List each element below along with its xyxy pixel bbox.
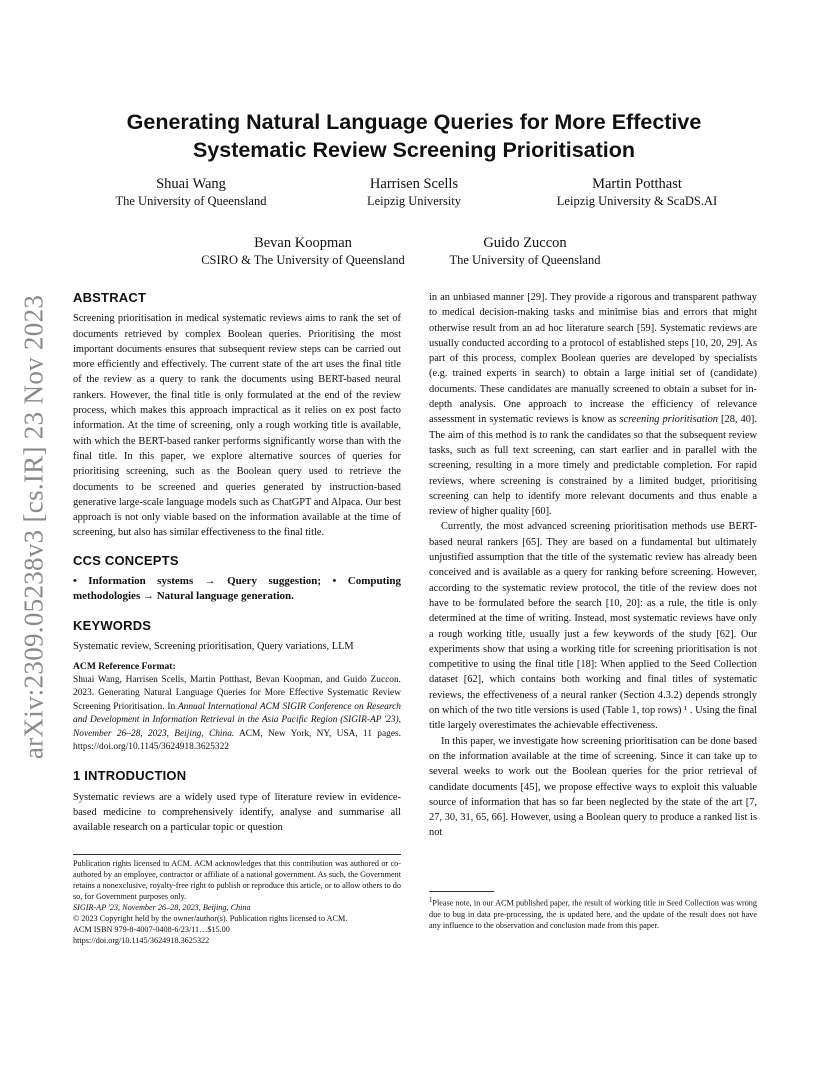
ccs-heading: CCS CONCEPTS <box>73 552 179 568</box>
keywords-text: Systematic review, Screening prioritisation, Query variations, LLM <box>73 641 354 653</box>
intro-paragraph-start: Systematic reviews are a widely used type of literature review in evidence-based medicine to comprehensively identify, analyse and summarise all available research on a particular topic or question <box>73 791 401 834</box>
keywords-heading: KEYWORDS <box>73 618 152 634</box>
author-name: Shuai Wang <box>156 176 226 192</box>
introduction-heading: 1 INTRODUCTION <box>73 768 187 784</box>
author-affiliation: Leipzig University & ScaDS.AI <box>556 194 718 208</box>
doi-link[interactable]: https://doi.org/10.1145/3624918.3625322 <box>73 936 210 945</box>
abstract-text: Screening prioritisation in medical systematic reviews aims to rank the set of documents retrieved by complex Boolean queries. Prioritising the most important documents ensures that subsequent review steps can be carried out more efficiently and effectively. The current state of the art uses the final title of the review as a query to rank the documents using BERT-based neural rankers. However, the final title is only formulated at the end of the review process, which makes this approach impractical as it relies on ex post facto information. At the time of screening, only a rough working title is available, with which the BERT-based ranker performs significantly worse than with the final title. In this paper, we explore alternative sources of queries for prioritising screening, such as the Boolean query used to retrieve the documents to be screened and queries generated by instruction-based generative large-scale language models such as ChatGPT and Alpaca. Our best approach is not only viable based on the information available at the time of screening, but also has similar effectiveness to the final title. <box>73 313 401 539</box>
right-column <box>429 290 757 841</box>
author-block <box>183 235 423 269</box>
intro-paragraph-continued: in an unbiased manner [29]. They provide a rigorous and transparent pathway to medical decision-making tasks and minimise bias and errors that might otherwise result from an ad hoc literature search [59]. Systematic reviews are usually conducted according to a protocol of established steps [10, 20, 29]. As part of this process, complex Boolean queries are developed by specialists (e.g. trained experts in search) to obtain a large initial set of (candidate) documents. These candidates are manually screened to obtain a subset for in-depth analysis. One approach to increase the efficiency of relevance assessment in systematic reviews is know as screening prioritisation [28, 40]. The aim of this method is to rank the candidates so that the subsequent review tasks, such as full text screening, can start earlier and in parallel with the screening, resulting in a more timely and predictable completion. For rapid reviews, where screening is constrained by a limited budget, prioritising screening can help to identify more relevant documents and thus enable a review of higher quality [60]. <box>429 292 757 518</box>
author-affiliation: Leipzig University <box>366 194 462 208</box>
acm-reference-heading: ACM Reference Format: <box>73 660 176 672</box>
arxiv-identifier: arXiv:2309.05238v3 [cs.IR] 23 Nov 2023 <box>18 294 49 760</box>
arxiv-sidebar <box>14 292 54 762</box>
footnote-text: Please note, in our ACM published paper, the result of working title in Seed Collection was wrong due to bug in data pre-processing, the is updated here, and the update of the result does not have any influence to the observation and conclusion made from this paper. <box>429 898 757 930</box>
abstract-heading: ABSTRACT <box>73 290 147 305</box>
author-name: Bevan Koopman <box>254 235 352 251</box>
copyright-line: © 2023 Copyright held by the owner/author(s). Publication rights licensed to ACM. <box>73 914 348 923</box>
author-block <box>517 176 757 210</box>
rights-footnote <box>73 858 401 946</box>
acm-reference-text: Shuai Wang, Harrisen Scells, Martin Potthast, Bevan Koopman, and Guido Zuccon. 2023. Generating Natural Language Queries for More Effective Systematic Review Screening Prioritisation. In Annual International ACM SIGIR Conference on Research and Development in Information Retrieval in the Asia Pacific Region (SIGIR-AP '23), November 26–28, 2023, Beijing, China. ACM, New York, NY, USA, 11 pages. https://doi.org/10.1145/3624918.3625322 <box>73 674 402 752</box>
author-affiliation: CSIRO & The University of Queensland <box>201 253 405 267</box>
left-column <box>73 290 401 836</box>
footnote-mark: 1 <box>429 897 433 904</box>
footnote-rule <box>73 854 401 855</box>
author-affiliation: The University of Queensland <box>115 194 267 208</box>
rights-statement: Publication rights licensed to ACM. ACM acknowledges that this contribution was authored or co-authored by an employee, contractor or affiliate of a national government. As such, the Government retains a nonexclusive, royalty-free right to publish or reproduce this article, or to allow others to do so, for Government purposes only. <box>73 859 401 901</box>
paper-title: Generating Natural Language Queries for More Effective Systematic Review Screening Prioritisation <box>126 110 702 162</box>
intro-paragraph-2: Currently, the most advanced screening prioritisation methods use BERT-based neural rankers [65]. They are based on a fundamental but ultimately unjustified assumption that the title of the systematic review has already been conceived and is available as a query for ranking before screening. However, according to the systematic review protocol, the title of the review does not have to be formulated before the search [10, 20]: as a rule, the title is only determined at the time of writing. Instead, most systematic reviews have only a rough working title, usually just a few keywords of the study [62]. Our experiments show that using a working title for screening prioritisation is not competitive to using the final title [18]: When applied to the Seed Collection dataset [62], which contains both working and final titles of systematic reviews, the effectiveness of a neural ranker (Section 4.3.2) depends strongly on which of the two title versions is used (Table 1, top rows) ¹ . Using the final title largely overestimates the achievable effectiveness. <box>429 521 757 732</box>
author-name: Harrisen Scells <box>369 176 459 192</box>
intro-paragraph-3: In this paper, we investigate how screening prioritisation can be done based on the information available at the time of screening. Since it can take up to several weeks to work out the Boolean queries for the prior retrieval of candidate documents [45], we propose effective ways to exploit this valuable source of information that has so far been neglected by the state of the art [7, 27, 30, 31, 65, 66]. However, using a Boolean query to produce a ranked list is not <box>429 735 757 839</box>
author-block <box>294 176 534 210</box>
author-name: Martin Potthast <box>592 176 682 192</box>
author-block <box>71 176 311 210</box>
footnote-rule <box>429 891 494 892</box>
author-affiliation: The University of Queensland <box>449 253 601 267</box>
isbn-line: ACM ISBN 979-8-4007-0408-6/23/11…$15.00 <box>73 925 230 934</box>
ccs-concepts: • Information systems → Query suggestion; • Computing methodologies → Natural language generation. <box>73 575 401 603</box>
author-name: Guido Zuccon <box>483 235 567 251</box>
conference-venue: SIGIR-AP '23, November 26–28, 2023, Beijing, China <box>73 903 251 912</box>
footnote-1 <box>429 895 757 931</box>
author-block <box>405 235 645 269</box>
